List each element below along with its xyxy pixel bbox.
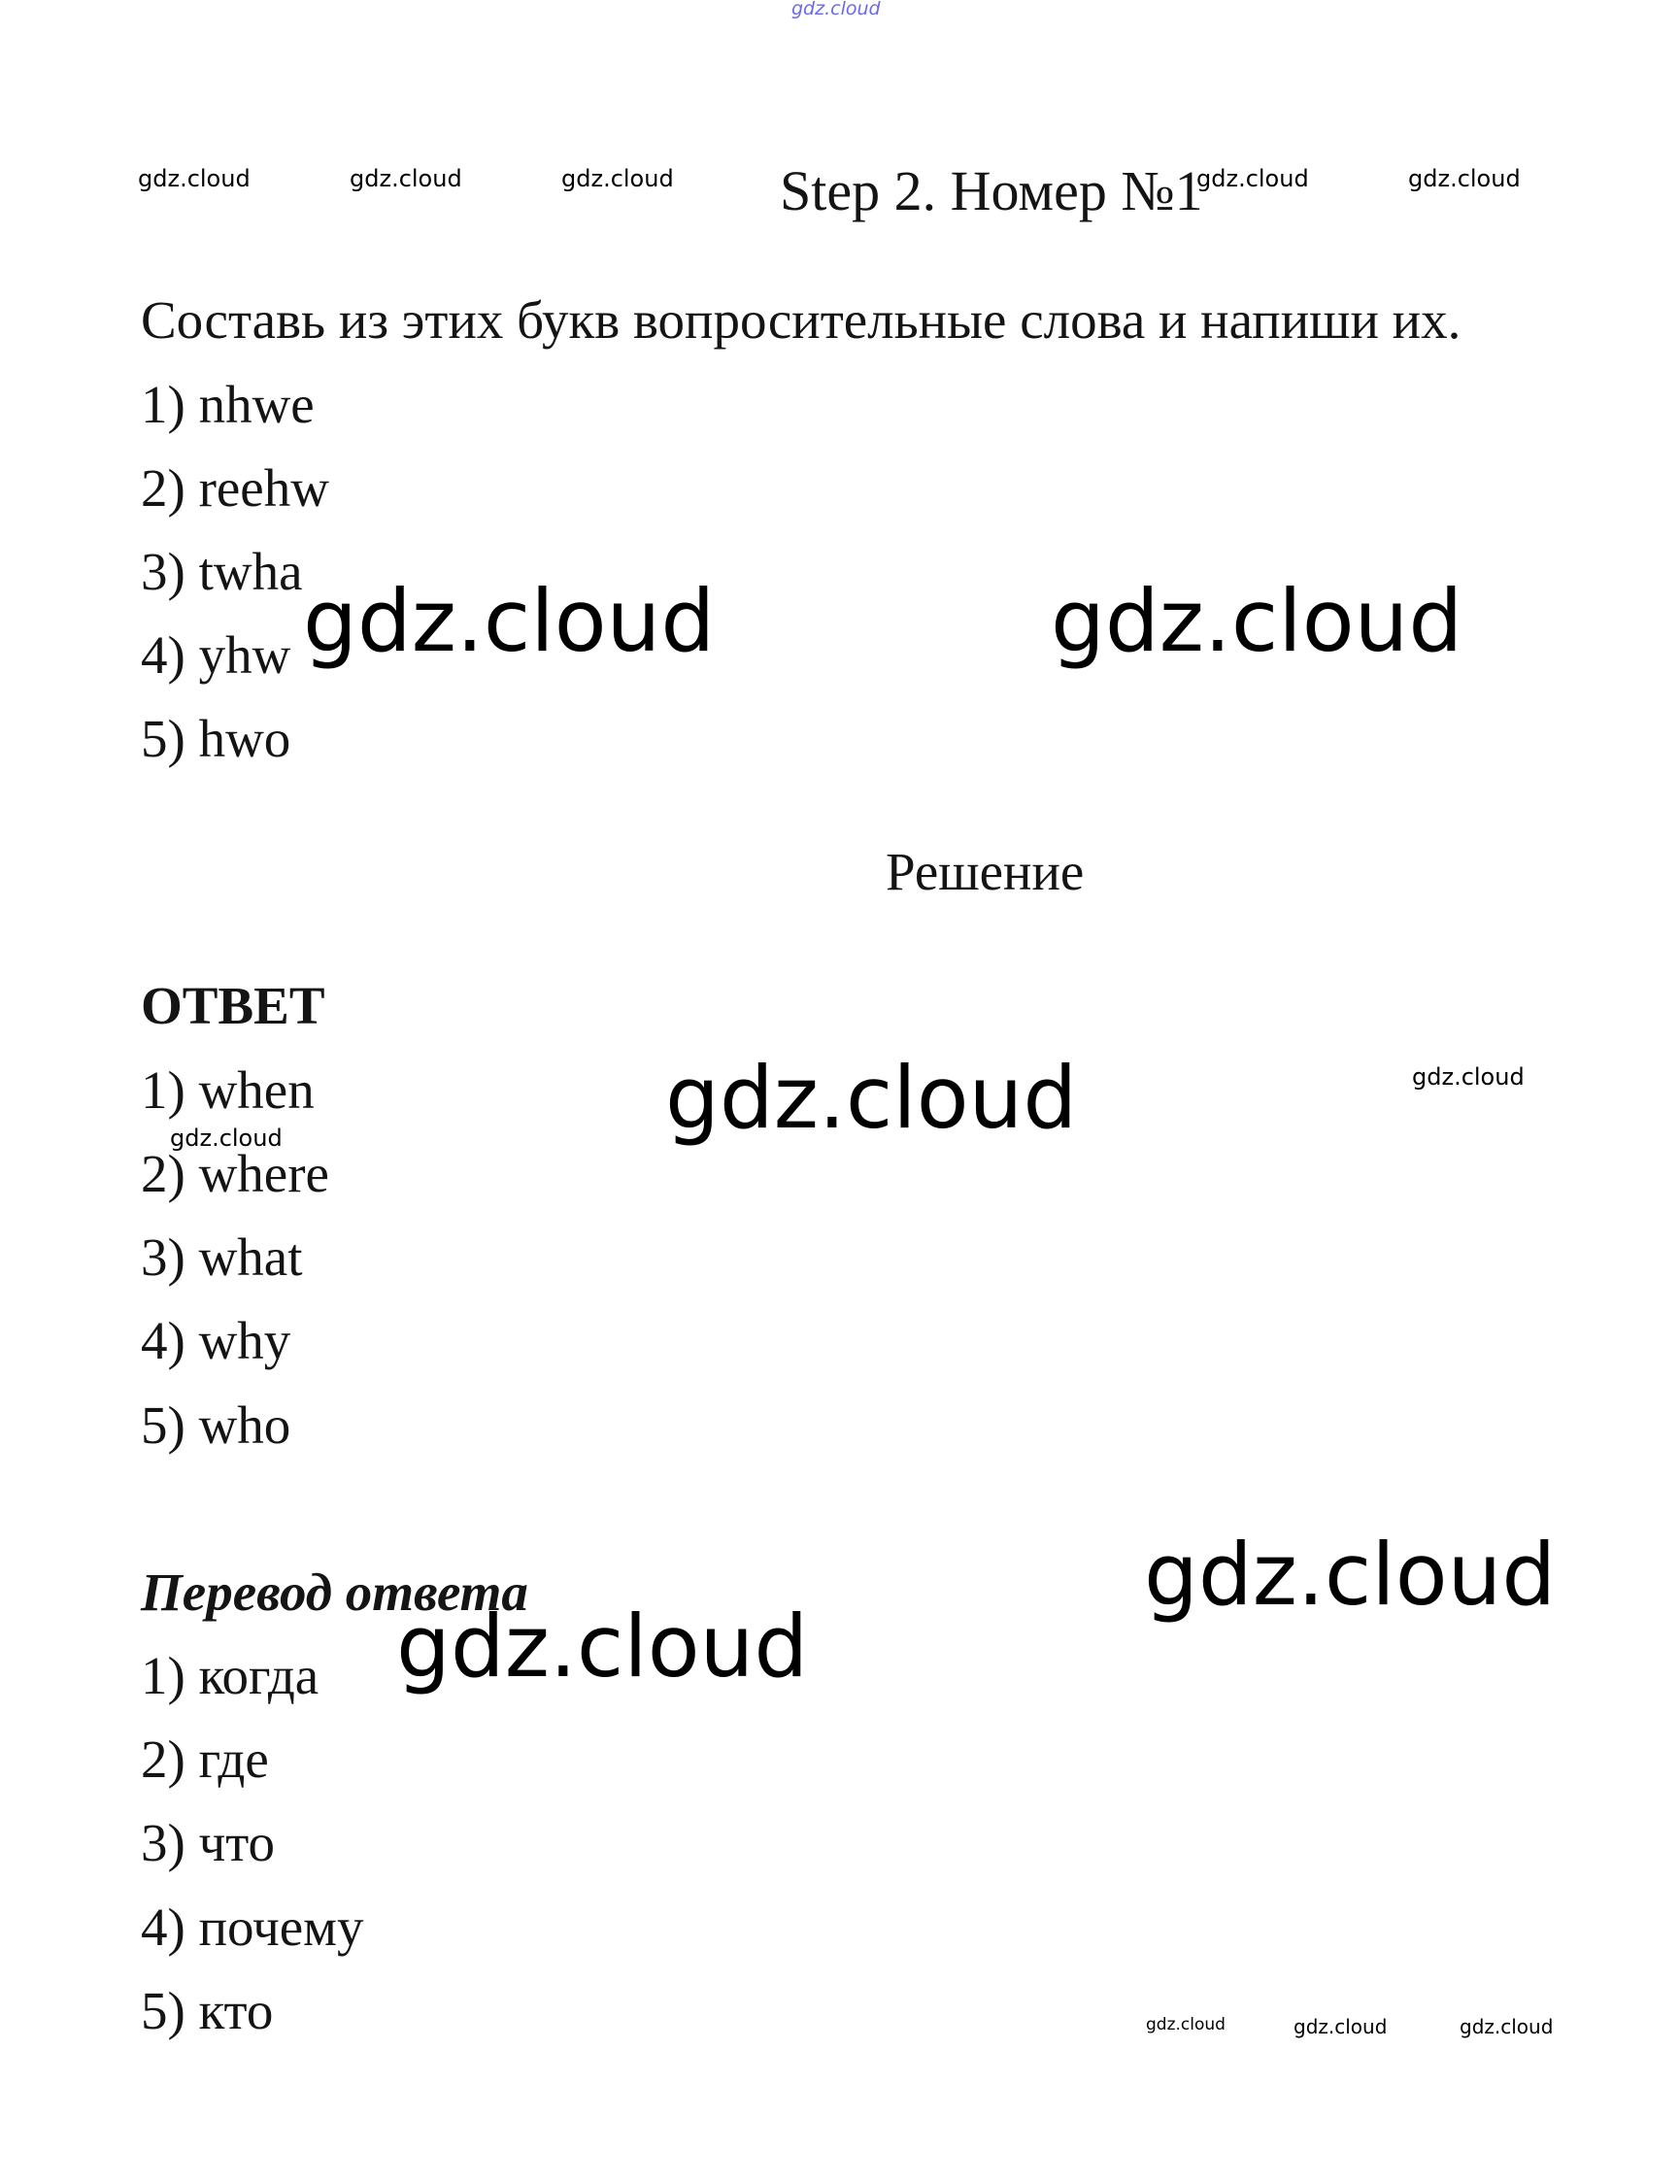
translation-item: 3) что (141, 1813, 276, 1872)
answer-item: 4) why (141, 1311, 291, 1370)
answer-heading: ОТВЕТ (141, 976, 325, 1035)
task-instruction: Составь из этих букв вопросительные слова и напиши их. (141, 290, 1462, 350)
translation-heading: Перевод ответа (141, 1562, 528, 1622)
solution-label: Решение (886, 842, 1085, 901)
watermark: gdz.cloud (1460, 2015, 1554, 2038)
watermark: gdz.cloud (170, 1125, 283, 1152)
answer-item: 2) where (141, 1144, 329, 1203)
answer-item: 1) when (141, 1060, 315, 1120)
task-item: 2) reehw (141, 458, 329, 518)
page-title: Step 2. Номер №1 (780, 159, 1203, 222)
watermark: gdz.cloud (303, 571, 716, 671)
top-watermark: gdz.cloud (791, 0, 881, 19)
translation-item: 4) почему (141, 1898, 364, 1957)
watermark: gdz.cloud (138, 165, 251, 192)
translation-item: 1) когда (141, 1646, 319, 1705)
task-item: 4) yhw (141, 625, 291, 685)
answer-item: 3) what (141, 1227, 303, 1287)
task-item: 3) twha (141, 542, 303, 601)
watermark: gdz.cloud (1051, 571, 1463, 671)
watermark: gdz.cloud (1294, 2015, 1388, 2038)
watermark: gdz.cloud (1412, 1063, 1525, 1091)
watermark: gdz.cloud (561, 165, 674, 192)
watermark: gdz.cloud (1408, 165, 1521, 192)
watermark: gdz.cloud (396, 1596, 809, 1697)
watermark: gdz.cloud (350, 165, 462, 192)
task-item: 5) hwo (141, 709, 291, 768)
translation-item: 5) кто (141, 1981, 274, 2040)
watermark: gdz.cloud (1146, 2015, 1226, 2034)
watermark: gdz.cloud (1196, 165, 1309, 192)
task-item: 1) nhwe (141, 375, 315, 434)
watermark: gdz.cloud (1144, 1525, 1557, 1625)
translation-item: 2) где (141, 1730, 269, 1789)
watermark: gdz.cloud (665, 1048, 1078, 1148)
answer-item: 5) who (141, 1395, 291, 1455)
